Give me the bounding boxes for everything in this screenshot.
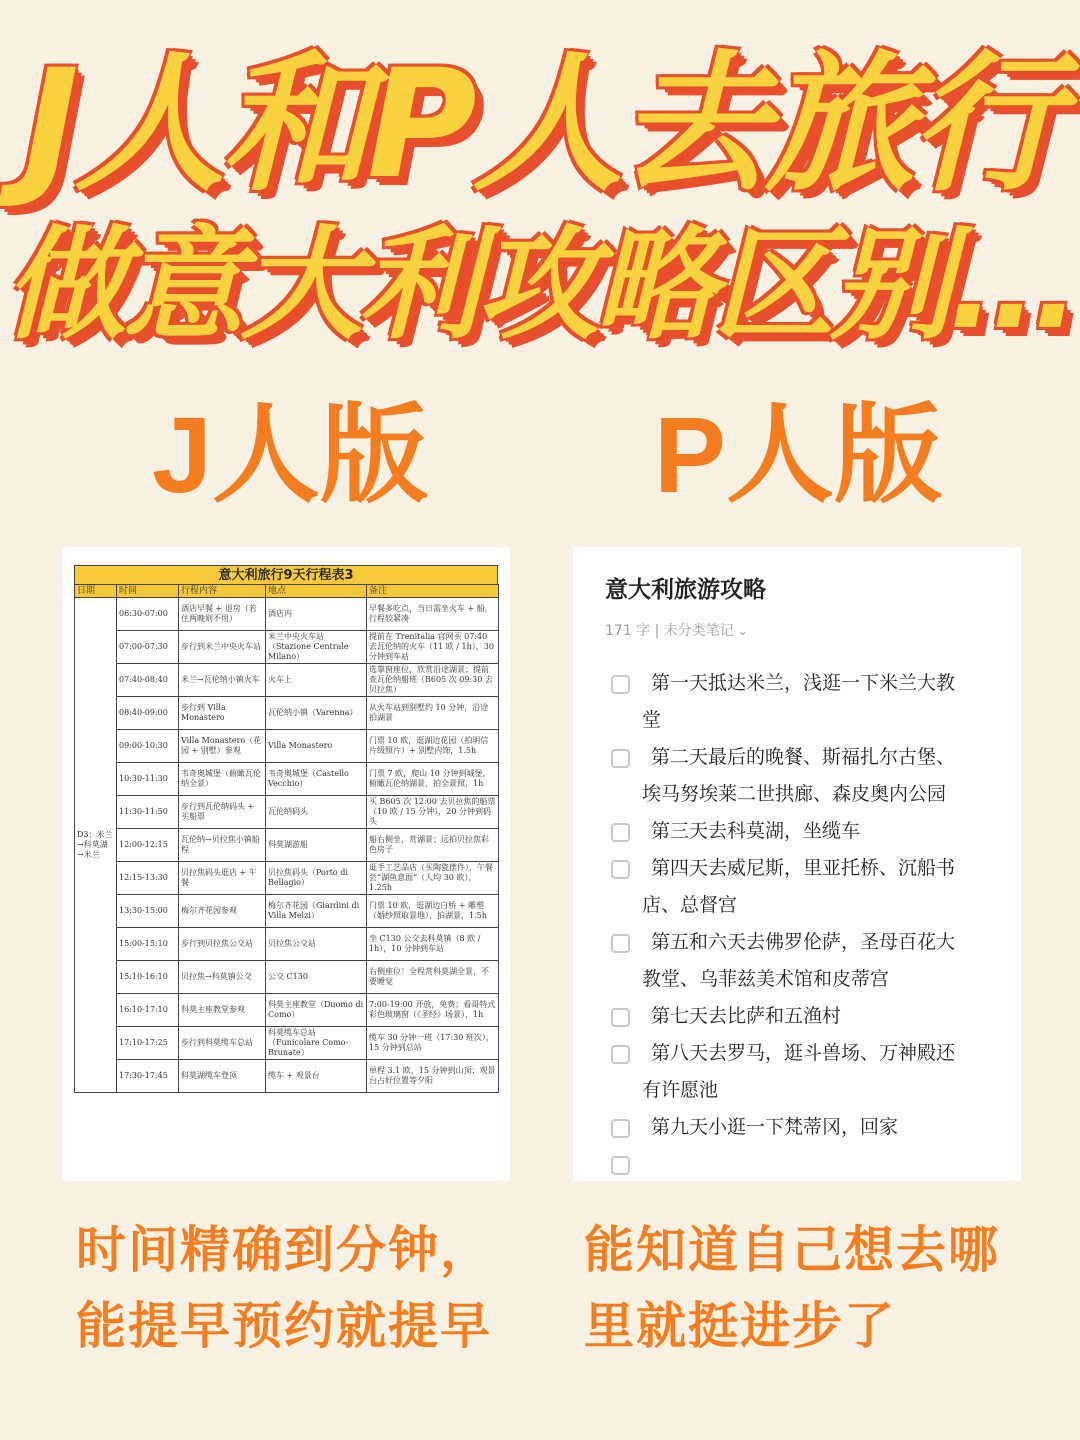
location-cell: 瓦伦纳码头 <box>266 796 367 829</box>
notes-cell: 选靠窗座位，欣赏沿途湖景；提前查瓦伦纳船班（B605 次 09:30 去贝拉焦） <box>367 664 499 697</box>
notes-cell: 买 B605 次 12:00 去贝拉焦的船票（10 欧 / 15 分钟），20 分钟到码头 <box>367 796 499 829</box>
location-cell: 贝拉焦码头（Porto di Bellagio） <box>266 862 367 895</box>
checkbox[interactable] <box>611 860 630 879</box>
activity-cell: Villa Monastero（花园 + 别墅）参观 <box>179 730 266 763</box>
word-count: 171 字 <box>605 623 651 639</box>
notes-cell: 提前在 Trenitalia 官网买 07:40 去瓦伦纳的火车（11 欧 / 1h），30 分钟到车站 <box>367 631 499 664</box>
todo-item <box>611 665 1011 739</box>
schedule-row <box>75 664 499 697</box>
p-version-label: P人版 <box>653 394 943 515</box>
location-cell: 科莫缆车总站（Funicolare Como-Brunate） <box>266 1027 367 1060</box>
schedule-row <box>75 829 499 862</box>
chevron-down-icon: ⌄ <box>737 624 748 638</box>
location-cell: 缆车 + 观景台 <box>266 1060 367 1093</box>
headline-line-2: 做意大利攻略区别... <box>4 214 1076 356</box>
checkbox[interactable] <box>611 1008 630 1027</box>
notes-cell: 单程 3.1 欧，15 分钟到山顶；观景台占好位置等夕阳 <box>367 1060 499 1093</box>
notes-cell: 7:00-19:00 开放，免费；看哥特式彩色玻璃窗（《圣经》场景），1h <box>367 994 499 1027</box>
todo-text[interactable]: 第九天小逛一下梵蒂冈，回家 <box>651 1116 899 1138</box>
activity-cell: 步行到米兰中央火车站 <box>179 631 266 664</box>
schedule-row <box>75 961 499 994</box>
schedule-title: 意大利旅行9天行程表3 <box>74 565 498 584</box>
category-selector[interactable] <box>664 623 748 639</box>
header-notes: 备注 <box>367 585 499 598</box>
left-caption <box>76 1212 492 1364</box>
notes-cell: 缆车 30 分钟一班（17:30 班次），15 分钟到总站 <box>367 1027 499 1060</box>
todo-item <box>611 1035 1011 1109</box>
schedule-row <box>75 1060 499 1093</box>
schedule-row <box>75 796 499 829</box>
category-label: 未分类笔记 <box>663 623 734 639</box>
checkbox[interactable] <box>611 1119 630 1138</box>
time-cell: 15:10-16:10 <box>117 961 179 994</box>
todo-text[interactable]: 第七天去比萨和五渔村 <box>651 1005 842 1027</box>
activity-cell: 步行到贝拉焦公交站 <box>179 928 266 961</box>
time-cell: 10:30-11:30 <box>117 763 179 796</box>
schedule-row <box>75 895 499 928</box>
todo-item <box>611 1109 1011 1146</box>
todo-item <box>611 850 1011 924</box>
location-cell: 米兰中央火车站（Stazione Centrale Milano） <box>266 631 367 664</box>
todo-text-continued[interactable]: 埃马努埃莱二世拱廊、森皮奥内公园 <box>642 783 947 805</box>
notes-cell: 船右侧坐，赏湖景；远拍贝拉焦彩色房子 <box>367 829 499 862</box>
todo-text[interactable]: 第三天去科莫湖，坐缆车 <box>651 820 861 842</box>
todo-text[interactable]: 第五和六天去佛罗伦萨，圣母百花大 <box>651 931 956 953</box>
schedule-row <box>75 697 499 730</box>
right-caption-line-2: 里就挺进步了 <box>584 1297 896 1355</box>
time-cell: 07:00-07:30 <box>117 631 179 664</box>
schedule-row <box>75 730 499 763</box>
schedule-row <box>75 862 499 895</box>
location-cell: 酒店内 <box>266 598 367 631</box>
schedule-header-row <box>75 585 499 598</box>
schedule-row <box>75 928 499 961</box>
note-title: 意大利旅游攻略 <box>605 577 766 603</box>
checkbox[interactable] <box>611 934 630 953</box>
j-version-label: J人版 <box>151 394 429 515</box>
activity-cell: 科莫主座教堂参观 <box>179 994 266 1027</box>
schedule-row <box>75 598 499 631</box>
todo-text[interactable]: 第一天抵达米兰，浅逛一下米兰大教 <box>651 672 956 694</box>
todo-text[interactable]: 第二天最后的晚餐、斯福扎尔古堡、 <box>651 746 956 768</box>
schedule-row <box>75 631 499 664</box>
schedule-card <box>62 547 510 1181</box>
location-cell: 公交 C130 <box>266 961 367 994</box>
time-cell: 11:30-11:50 <box>117 796 179 829</box>
activity-cell: 贝拉焦码头逛店 + 午餐 <box>179 862 266 895</box>
todo-text-continued[interactable]: 有许愿池 <box>642 1079 719 1101</box>
location-cell: Villa Monastero <box>266 730 367 763</box>
notes-cell: 早餐多吃点，当日需坐火车 + 船，行程较紧凑 <box>367 598 499 631</box>
meta-divider: | <box>654 623 664 639</box>
todo-item <box>611 998 1011 1035</box>
checkbox[interactable] <box>611 1045 630 1064</box>
location-cell: 科莫主座教堂（Duomo di Como） <box>266 994 367 1027</box>
time-cell: 09:00-10:30 <box>117 730 179 763</box>
time-cell: 17:30-17:45 <box>117 1060 179 1093</box>
todo-text-continued[interactable]: 教堂、乌菲兹美术馆和皮蒂宫 <box>642 968 890 990</box>
checkbox[interactable] <box>611 1156 630 1175</box>
right-caption <box>584 1212 1000 1364</box>
notes-cell: 门票 10 欧，逛湖边白桥 + 雕塑（婚纱照取景地），拍湖景，1.5h <box>367 895 499 928</box>
todo-text-continued[interactable]: 店、总督宫 <box>642 894 738 916</box>
time-cell: 12:00-12:15 <box>117 829 179 862</box>
notes-cell: 门票 10 欧，逛湖边花园（拍明信片级照片）+ 别墅内饰，1.5h <box>367 730 499 763</box>
activity-cell: 韦奇奥城堡（俯瞰瓦伦纳全景） <box>179 763 266 796</box>
note-card <box>573 547 1021 1181</box>
notes-cell: 右侧座位！全程赏科莫湖全景，不要睡觉 <box>367 961 499 994</box>
checkbox[interactable] <box>611 749 630 768</box>
note-meta <box>605 620 748 640</box>
activity-cell: 步行到 Villa Monastero <box>179 697 266 730</box>
location-cell: 梅尔齐花园（Giardini di Villa Melzi） <box>266 895 367 928</box>
left-caption-line-2: 能提早预约就提早 <box>76 1297 492 1355</box>
header-activity: 行程内容 <box>179 585 266 598</box>
notes-cell: 逛手工艺品店（买陶瓷摆件），午餐尝“湖鱼意面”（人均 30 欧），1.25h <box>367 862 499 895</box>
notes-cell: 门票 7 欧，爬山 10 分钟到城堡，俯瞰瓦伦纳湖景，拍全景照，1h <box>367 763 499 796</box>
activity-cell: 科莫湖缆车登顶 <box>179 1060 266 1093</box>
todo-text-continued[interactable]: 堂 <box>642 709 662 731</box>
activity-cell: 步行到科莫缆车总站 <box>179 1027 266 1060</box>
right-caption-line-1: 能知道自己想去哪 <box>584 1221 1000 1279</box>
schedule-table <box>74 584 499 1093</box>
time-cell: 13:30-15:00 <box>117 895 179 928</box>
location-cell: 瓦伦纳小镇（Varenna） <box>266 697 367 730</box>
activity-cell: 步行到瓦伦纳码头 + 买船票 <box>179 796 266 829</box>
time-cell: 08:40-09:00 <box>117 697 179 730</box>
time-cell: 16:10-17:10 <box>117 994 179 1027</box>
day-label-cell: D3：米兰→科莫湖→米兰 <box>75 598 117 1093</box>
schedule-row <box>75 994 499 1027</box>
schedule-row <box>75 763 499 796</box>
checkbox[interactable] <box>611 823 630 842</box>
notes-cell: 坐 C130 公交去科莫镇（8 欧 / 1h），10 分钟到车站 <box>367 928 499 961</box>
notes-cell: 从火车站到别墅约 10 分钟，沿途拍湖景 <box>367 697 499 730</box>
location-cell: 韦奇奥城堡（Castello Vecchio） <box>266 763 367 796</box>
header-time: 时间 <box>117 585 179 598</box>
location-cell: 火车上 <box>266 664 367 697</box>
header-date: 日期 <box>75 585 117 598</box>
time-cell: 07:40-08:40 <box>117 664 179 697</box>
left-caption-line-1: 时间精确到分钟， <box>76 1221 492 1279</box>
todo-item <box>611 813 1011 850</box>
todo-list <box>611 665 1011 1146</box>
todo-item <box>611 924 1011 998</box>
activity-cell: 酒店早餐 + 退房（若住两晚则不用） <box>179 598 266 631</box>
checkbox[interactable] <box>611 675 630 694</box>
headline-line-1: J人和P人去旅行 <box>23 38 1057 212</box>
activity-cell: 米兰→瓦伦纳小镇火车 <box>179 664 266 697</box>
todo-text[interactable]: 第四天去威尼斯，里亚托桥、沉船书 <box>651 857 956 879</box>
time-cell: 17:10-17:25 <box>117 1027 179 1060</box>
location-cell: 贝拉焦公交站 <box>266 928 367 961</box>
header-location: 地点 <box>266 585 367 598</box>
time-cell: 06:30-07:00 <box>117 598 179 631</box>
time-cell: 15:00-15:10 <box>117 928 179 961</box>
time-cell: 12:15-13:30 <box>117 862 179 895</box>
location-cell: 科莫湖游船 <box>266 829 367 862</box>
schedule-row <box>75 1027 499 1060</box>
activity-cell: 梅尔齐花园参观 <box>179 895 266 928</box>
activity-cell: 贝拉焦→科莫镇公交 <box>179 961 266 994</box>
todo-text[interactable]: 第八天去罗马，逛斗兽场、万神殿还 <box>651 1042 956 1064</box>
todo-item <box>611 739 1011 813</box>
schedule-sheet <box>74 565 498 1093</box>
activity-cell: 瓦伦纳→贝拉焦小镇船程 <box>179 829 266 862</box>
